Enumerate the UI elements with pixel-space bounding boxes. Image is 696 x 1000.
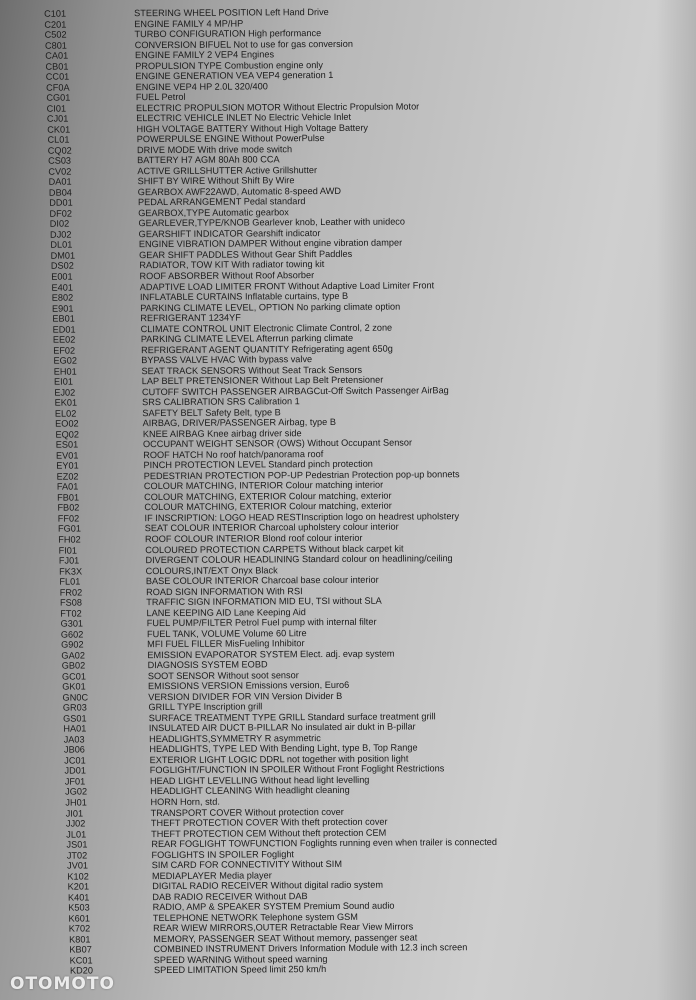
option-description: SPEED LIMITATION Speed limit 250 km/h	[153, 964, 327, 976]
option-code: CV02	[48, 166, 72, 177]
option-code: FG01	[57, 523, 82, 535]
watermark-logo: OTOMOTO	[10, 974, 115, 994]
option-description: DAB RADIO RECEIVER Without DAB	[152, 890, 308, 902]
option-code: CS03	[48, 155, 72, 166]
option-code: EB01	[52, 313, 75, 324]
option-description: COLOUR MATCHING, EXTERIOR Colour matching, exterior	[144, 501, 392, 513]
option-description: POWERPULSE ENGINE Without PowerPulse	[136, 133, 325, 145]
option-code: EE02	[52, 334, 76, 345]
option-code: GN0C	[62, 692, 89, 703]
option-code: G602	[60, 629, 84, 640]
option-description: GEARLEVER,TYPE/KNOB Gearlever knob, Leather with unideco	[138, 216, 406, 229]
option-description: LANE KEEPING AID Lane Keeping Aid	[146, 606, 306, 618]
option-description: MEMORY, PASSENGER SEAT Without memory, passenger seat	[153, 932, 418, 944]
option-code: CB01	[45, 61, 69, 72]
option-description: OCCUPANT WEIGHT SENSOR (OWS) Without Occupant Sensor	[142, 437, 413, 450]
option-description: LAP BELT PRETENSIONER Without Lap Belt Pretensioner	[141, 374, 384, 387]
option-code: JJ02	[65, 818, 86, 829]
option-description: DIGITAL RADIO RECEIVER Without digital radio system	[152, 879, 383, 892]
option-description: ELECTRIC VEHICLE INLET No Electric Vehicle Inlet	[136, 112, 352, 124]
option-description: BASE COLOUR INTERIOR Charcoal base colour interior	[145, 574, 379, 587]
option-description: ACTIVE GRILLSHUTTER Active Grillshutter	[137, 164, 318, 176]
option-code: FB01	[57, 492, 80, 503]
option-code: GK01	[62, 681, 86, 692]
option-code: FR02	[59, 587, 83, 598]
option-code: EF02	[53, 345, 76, 356]
option-code: K702	[68, 923, 91, 934]
option-description: DIAGNOSIS SYSTEM EOBD	[147, 659, 268, 671]
option-description: GEARBOX,TYPE Automatic gearbox	[138, 207, 289, 219]
option-description: COMBINED INSTRUMENT Drivers Information Module with 12.3 inch screen	[153, 942, 468, 955]
option-code: C201	[44, 19, 67, 30]
option-code: ED01	[52, 324, 76, 335]
option-code: JT02	[66, 850, 88, 861]
option-description: COLOURED PROTECTION CARPETS Without black carpet kit	[145, 543, 404, 555]
option-description: SHIFT BY WIRE Without Shift By Wire	[137, 175, 295, 187]
option-code: CK01	[47, 124, 71, 135]
option-description: THEFT PROTECTION COVER With theft protection cover	[150, 816, 388, 829]
option-description: SEAT TRACK SENSORS Without Seat Track Sensors	[141, 364, 363, 376]
option-description: SAFETY BELT Safety Belt, type B	[142, 407, 281, 418]
option-description: TRAFFIC SIGN INFORMATION MID EU, TSI without SLA	[146, 595, 382, 608]
option-code: CQ02	[47, 145, 72, 156]
option-description: EXTERIOR LIGHT LOGIC DDRL not together with position light	[149, 753, 409, 766]
option-description: ROOF COLOUR INTERIOR Blond roof colour interior	[144, 532, 363, 545]
option-description: ENGINE GENERATION VEA VEP4 generation 1	[135, 70, 334, 82]
option-code: DS02	[50, 261, 74, 272]
option-code: GS01	[63, 713, 87, 724]
option-description: GRILL TYPE Inscription grill	[148, 701, 263, 713]
option-code: GB02	[61, 660, 86, 671]
option-description: SPEED WARNING Without speed warning	[153, 953, 328, 965]
option-description: EMISSION EVAPORATOR SYSTEM Elect. adj. evap system	[147, 648, 395, 660]
option-description: TELEPHONE NETWORK Telephone system GSM	[152, 911, 358, 923]
option-code: JG02	[65, 786, 88, 798]
option-code: JS01	[66, 839, 88, 850]
option-code: JC01	[64, 755, 86, 766]
option-code: FT02	[60, 608, 82, 619]
option-description: SURFACE TREATMENT TYPE GRILL Standard surface treatment grill	[148, 711, 436, 723]
option-code: K401	[67, 892, 90, 903]
option-code: FF02	[57, 513, 80, 524]
option-code: EG02	[53, 355, 77, 366]
option-code: JI01	[65, 808, 84, 819]
option-description: COLOUR MATCHING, INTERIOR Colour matching interior	[143, 480, 384, 492]
option-code: FK3X	[59, 566, 83, 577]
option-code: GR03	[62, 702, 87, 713]
option-description: FUEL PUMP/FILTER Petrol Fuel pump with internal filter	[146, 616, 377, 629]
option-description: FUEL TANK, VOLUME Volume 60 Litre	[146, 627, 307, 639]
option-description: ROOF HATCH No roof hatch/panorama roof	[143, 448, 324, 460]
option-code: FJ01	[58, 555, 80, 566]
option-description: THEFT PROTECTION CEM Without theft protection CEM	[151, 827, 387, 839]
option-description: PEDESTRIAN PROTECTION POP-UP Pedestrian Protection pop-up bonnets	[143, 469, 460, 482]
option-description: INSULATED AIR DUCT B-PILLAR No insulated air dukt in B-pillar	[148, 721, 416, 734]
option-description: KNEE AIRBAG Knee airbag driver side	[142, 427, 302, 439]
option-description: TURBO CONFIGURATION High performance	[134, 28, 322, 40]
option-description: REFRIGERANT 1234YF	[140, 312, 241, 324]
option-description: REAR FOGLIGHT TOWFUNCTION Foglights running even when trailer is connected	[151, 837, 498, 850]
option-description: FUEL Petrol	[135, 92, 186, 103]
option-code: FI01	[58, 545, 77, 556]
option-code: JV01	[67, 860, 89, 871]
option-code: EY01	[56, 460, 79, 472]
option-code: CC01	[45, 71, 70, 82]
option-description: IF INSCRIPTION: LOGO HEAD RESTInscription logo on headrest upholstery	[144, 511, 460, 524]
option-description: COLOURS,INT/EXT Onyx Black	[145, 564, 278, 576]
option-description: RADIO, AMP & SPEAKER SYSTEM Premium Sound audio	[152, 900, 395, 913]
option-code: E802	[51, 292, 74, 303]
option-code: CF0A	[46, 82, 70, 93]
option-code: EJ02	[54, 387, 76, 398]
option-description: CONVERSION BIFUEL Not to use for gas conversion	[134, 38, 353, 50]
option-description: REAR WIEW MIRRORS,OUTER Retractable Rear View Mirrors	[153, 921, 414, 934]
option-description: SOOT SENSOR Without soot sensor	[147, 669, 299, 681]
option-code: JB06	[63, 744, 85, 756]
option-description: ENGINE VIBRATION DAMPER Without engine vibration damper	[138, 237, 403, 250]
option-code: C801	[44, 40, 67, 51]
option-code: EV01	[55, 450, 79, 461]
option-code: EQ02	[55, 429, 79, 440]
option-code: JH01	[65, 797, 87, 808]
option-code: GC01	[61, 671, 87, 682]
option-description: SIM CARD FOR CONNECTIVITY Without SIM	[151, 859, 343, 871]
option-description: PROPULSION TYPE Combustion engine only	[135, 59, 323, 71]
option-description: ENGINE FAMILY 4 MP/HP	[134, 18, 244, 29]
option-description: ELECTRIC PROPULSION MOTOR Without Electric Propulsion Motor	[136, 101, 420, 113]
option-description: ROOF ABSORBER Without Roof Absorber	[139, 270, 315, 282]
option-description: SEAT COLOUR INTERIOR Charcoal upholstery colour interior	[144, 522, 399, 534]
option-description: EMISSIONS VERSION Emissions version, Euro6	[148, 680, 350, 692]
option-description: REFRIGERANT AGENT QUANTITY Refrigerating agent 650g	[141, 343, 393, 355]
option-description: PARKING CLIMATE LEVEL Afterrun parking climate	[140, 332, 354, 345]
option-code: CL01	[47, 134, 70, 145]
option-description: FOGLIGHT/FUNCTION IN SPOILER Without Front Foglight Restrictions	[149, 763, 445, 776]
option-code: EL02	[54, 408, 77, 419]
option-code: K201	[67, 881, 90, 892]
option-code: EK01	[54, 397, 78, 408]
option-code: G902	[61, 639, 84, 650]
option-description: ROAD SIGN INFORMATION With RSI	[146, 585, 303, 597]
option-code: DL01	[50, 240, 73, 251]
option-code: C502	[44, 29, 67, 40]
option-code: DF02	[49, 208, 72, 219]
option-code: ES01	[55, 439, 79, 450]
option-description: BATTERY H7 AGM 80Ah 800 CCA	[137, 154, 280, 166]
option-description: RADIATOR, TOW KIT With radiator towing kit	[139, 259, 325, 271]
option-code: DI02	[49, 218, 70, 230]
option-code: K503	[68, 902, 90, 913]
option-description: ENGINE VEP4 HP 2.0L 320/400	[135, 80, 268, 92]
option-description: AIRBAG, DRIVER/PASSENGER Airbag, type B	[142, 417, 336, 429]
option-code: CG01	[46, 92, 71, 103]
option-code: JF01	[64, 776, 86, 787]
option-description: TRANSPORT COVER Without protection cover	[150, 806, 344, 818]
option-code: FH02	[58, 534, 81, 545]
option-description: FOGLIGHTS IN SPOILER Foglight	[151, 848, 295, 860]
option-description: DIVERGENT COLOUR HEADLINING Standard colour on headlining/ceiling	[145, 553, 453, 566]
option-code: GA02	[61, 650, 85, 661]
option-description: HIGH VOLTAGE BATTERY Without High Voltage Battery	[136, 122, 368, 134]
option-description: STEERING WHEEL POSITION Left Hand Drive	[134, 6, 329, 19]
option-description: DRIVE MODE With drive mode switch	[136, 143, 293, 155]
option-code: K801	[69, 934, 91, 945]
option-code: CJ01	[46, 113, 69, 124]
option-description: PARKING CLIMATE LEVEL, OPTION No parking climate option	[140, 301, 401, 313]
option-code: EZ02	[56, 471, 79, 482]
option-code: CA01	[45, 50, 69, 61]
option-code: E401	[51, 282, 73, 293]
option-code: K601	[68, 913, 91, 924]
option-code: DD01	[49, 197, 73, 209]
option-description: GEAR SHIFT PADDLES Without Gear Shift Paddles	[139, 248, 353, 261]
option-description: COLOUR MATCHING, EXTERIOR Colour matching, exterior	[144, 490, 392, 503]
option-code: FA01	[56, 481, 79, 493]
option-code: E001	[51, 271, 73, 282]
option-description: BYPASS VALVE HVAC With bypass valve	[141, 354, 313, 366]
option-description: ENGINE FAMILY 2 VEP4 Engines	[134, 49, 275, 61]
option-description: SRS CALIBRATION SRS Calibration 1	[142, 396, 300, 408]
option-code: K102	[67, 871, 89, 882]
option-code: G301	[60, 618, 84, 629]
option-code: JL01	[66, 829, 87, 840]
option-description: INFLATABLE CURTAINS Inflatable curtains, type B	[139, 290, 349, 303]
option-code: JA03	[63, 734, 85, 745]
option-code: DM01	[50, 250, 76, 261]
option-description: HEADLIGHTS, TYPE LED With Bending Light, type B, Top Range	[149, 742, 418, 755]
option-code: EI01	[53, 376, 73, 387]
option-code: FS08	[59, 597, 82, 608]
option-code: E901	[51, 303, 74, 314]
option-code: KD20	[69, 965, 93, 976]
option-code: KC01	[69, 955, 93, 966]
option-code: JD01	[64, 765, 87, 777]
option-description: HORN Horn, std.	[150, 796, 220, 808]
option-code: HA01	[63, 723, 87, 734]
option-description: VERSION DIVIDER FOR VIN Version Divider B	[148, 690, 343, 702]
option-code: EH01	[53, 366, 77, 377]
option-code: FB02	[57, 502, 80, 514]
option-description: PINCH PROTECTION LEVEL Standard pinch protection	[143, 459, 373, 471]
option-description: PEDAL ARRANGEMENT Pedal standard	[137, 196, 306, 208]
option-description: GEARSHIFT INDICATOR Gearshift indicator	[138, 227, 321, 240]
option-code: DJ02	[50, 229, 72, 240]
option-code: CI01	[46, 103, 67, 114]
option-code: DA01	[48, 176, 72, 188]
option-description: HEADLIGHTS,SYMMETRY R asymmetric	[149, 732, 321, 744]
option-description: MFI FUEL FILLER MisFueling Inhibitor	[147, 638, 305, 650]
option-description: ADAPTIVE LOAD LIMITER FRONT Without Adaptive Load Limiter Front	[139, 279, 435, 292]
option-description: HEAD LIGHT LEVELLING Without head light levelling	[149, 774, 370, 787]
option-code: FL01	[59, 576, 81, 587]
option-code: DB04	[48, 187, 72, 198]
option-code: KB07	[69, 944, 92, 955]
option-description: MEDIAPLAYER Media player	[151, 869, 272, 881]
option-description: CLIMATE CONTROL UNIT Electronic Climate Control, 2 zone	[140, 322, 393, 334]
option-description: HEADLIGHT CLEANING With headlight cleaning	[150, 785, 350, 797]
option-code: C101	[44, 8, 67, 19]
option-description: GEARBOX AWF22AWD, Automatic 8-speed AWD	[137, 185, 342, 197]
option-code: EO02	[55, 418, 79, 429]
option-description: CUTOFF SWITCH PASSENGER AIRBAGCut-Off Switch Passenger AirBag	[141, 384, 449, 397]
